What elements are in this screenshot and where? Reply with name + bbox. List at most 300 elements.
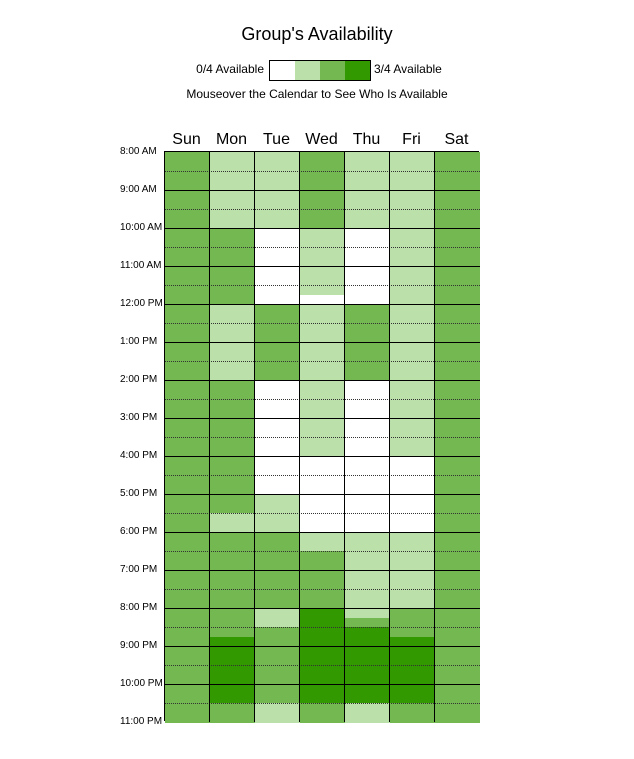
- time-slot-cell[interactable]: [345, 314, 390, 324]
- time-slot-cell[interactable]: [300, 238, 345, 248]
- time-slot-cell[interactable]: [255, 694, 300, 704]
- time-slot-cell[interactable]: [165, 314, 210, 324]
- time-slot-cell[interactable]: [345, 532, 390, 542]
- time-slot-cell[interactable]: [300, 627, 345, 637]
- time-slot-cell[interactable]: [210, 561, 255, 571]
- time-slot-cell[interactable]: [210, 599, 255, 609]
- time-slot-cell[interactable]: [300, 542, 345, 552]
- time-slot-cell[interactable]: [210, 295, 255, 305]
- time-slot-cell[interactable]: [300, 694, 345, 704]
- time-slot-cell[interactable]: [165, 276, 210, 286]
- time-slot-cell[interactable]: [255, 665, 300, 675]
- time-slot-cell[interactable]: [390, 228, 435, 238]
- time-slot-cell[interactable]: [300, 618, 345, 628]
- time-slot-cell[interactable]: [165, 152, 210, 162]
- time-slot-cell[interactable]: [390, 675, 435, 685]
- time-slot-cell[interactable]: [165, 513, 210, 523]
- time-slot-cell[interactable]: [390, 200, 435, 210]
- time-slot-cell[interactable]: [345, 608, 390, 618]
- time-slot-cell[interactable]: [345, 219, 390, 229]
- time-slot-cell[interactable]: [390, 437, 435, 447]
- time-slot-cell[interactable]: [390, 171, 435, 181]
- time-slot-cell[interactable]: [300, 494, 345, 504]
- time-slot-cell[interactable]: [165, 561, 210, 571]
- time-slot-cell[interactable]: [300, 342, 345, 352]
- time-slot-cell[interactable]: [435, 532, 480, 542]
- time-slot-cell[interactable]: [255, 257, 300, 267]
- time-slot-cell[interactable]: [345, 627, 390, 637]
- time-slot-cell[interactable]: [300, 561, 345, 571]
- time-slot-cell[interactable]: [345, 618, 390, 628]
- time-slot-cell[interactable]: [210, 428, 255, 438]
- time-slot-cell[interactable]: [435, 665, 480, 675]
- time-slot-cell[interactable]: [210, 162, 255, 172]
- time-slot-cell[interactable]: [255, 238, 300, 248]
- time-slot-cell[interactable]: [165, 684, 210, 694]
- time-slot-cell[interactable]: [345, 437, 390, 447]
- time-slot-cell[interactable]: [255, 314, 300, 324]
- time-slot-cell[interactable]: [255, 399, 300, 409]
- time-slot-cell[interactable]: [390, 352, 435, 362]
- time-slot-cell[interactable]: [435, 618, 480, 628]
- time-slot-cell[interactable]: [390, 162, 435, 172]
- time-slot-cell[interactable]: [435, 399, 480, 409]
- time-slot-cell[interactable]: [300, 409, 345, 419]
- time-slot-cell[interactable]: [390, 409, 435, 419]
- time-slot-cell[interactable]: [390, 323, 435, 333]
- time-slot-cell[interactable]: [210, 380, 255, 390]
- time-slot-cell[interactable]: [345, 361, 390, 371]
- time-slot-cell[interactable]: [390, 295, 435, 305]
- time-slot-cell[interactable]: [210, 494, 255, 504]
- time-slot-cell[interactable]: [345, 703, 390, 713]
- time-slot-cell[interactable]: [390, 342, 435, 352]
- time-slot-cell[interactable]: [255, 162, 300, 172]
- time-slot-cell[interactable]: [435, 342, 480, 352]
- time-slot-cell[interactable]: [255, 428, 300, 438]
- time-slot-cell[interactable]: [255, 475, 300, 485]
- time-slot-cell[interactable]: [255, 713, 300, 723]
- time-slot-cell[interactable]: [165, 418, 210, 428]
- time-slot-cell[interactable]: [300, 399, 345, 409]
- time-slot-cell[interactable]: [300, 608, 345, 618]
- time-slot-cell[interactable]: [210, 513, 255, 523]
- time-slot-cell[interactable]: [435, 266, 480, 276]
- time-slot-cell[interactable]: [210, 456, 255, 466]
- time-slot-cell[interactable]: [165, 399, 210, 409]
- time-slot-cell[interactable]: [390, 466, 435, 476]
- availability-calendar-grid[interactable]: [164, 151, 479, 721]
- time-slot-cell[interactable]: [345, 390, 390, 400]
- time-slot-cell[interactable]: [435, 181, 480, 191]
- time-slot-cell[interactable]: [165, 200, 210, 210]
- time-slot-cell[interactable]: [390, 599, 435, 609]
- time-slot-cell[interactable]: [435, 551, 480, 561]
- time-slot-cell[interactable]: [210, 333, 255, 343]
- time-slot-cell[interactable]: [390, 656, 435, 666]
- time-slot-cell[interactable]: [165, 171, 210, 181]
- time-slot-cell[interactable]: [390, 694, 435, 704]
- time-slot-cell[interactable]: [390, 713, 435, 723]
- time-slot-cell[interactable]: [165, 694, 210, 704]
- time-slot-cell[interactable]: [435, 428, 480, 438]
- time-slot-cell[interactable]: [345, 276, 390, 286]
- time-slot-cell[interactable]: [210, 447, 255, 457]
- time-slot-cell[interactable]: [345, 551, 390, 561]
- time-slot-cell[interactable]: [255, 219, 300, 229]
- time-slot-cell[interactable]: [435, 390, 480, 400]
- time-slot-cell[interactable]: [255, 561, 300, 571]
- time-slot-cell[interactable]: [165, 713, 210, 723]
- time-slot-cell[interactable]: [300, 656, 345, 666]
- time-slot-cell[interactable]: [165, 447, 210, 457]
- time-slot-cell[interactable]: [390, 665, 435, 675]
- time-slot-cell[interactable]: [345, 323, 390, 333]
- time-slot-cell[interactable]: [300, 637, 345, 647]
- time-slot-cell[interactable]: [210, 523, 255, 533]
- time-slot-cell[interactable]: [390, 152, 435, 162]
- time-slot-cell[interactable]: [300, 599, 345, 609]
- time-slot-cell[interactable]: [165, 304, 210, 314]
- time-slot-cell[interactable]: [435, 304, 480, 314]
- time-slot-cell[interactable]: [255, 371, 300, 381]
- time-slot-cell[interactable]: [345, 665, 390, 675]
- time-slot-cell[interactable]: [435, 380, 480, 390]
- time-slot-cell[interactable]: [345, 295, 390, 305]
- time-slot-cell[interactable]: [300, 352, 345, 362]
- time-slot-cell[interactable]: [255, 409, 300, 419]
- time-slot-cell[interactable]: [210, 542, 255, 552]
- time-slot-cell[interactable]: [255, 684, 300, 694]
- time-slot-cell[interactable]: [255, 390, 300, 400]
- time-slot-cell[interactable]: [435, 589, 480, 599]
- time-slot-cell[interactable]: [165, 247, 210, 257]
- time-slot-cell[interactable]: [210, 219, 255, 229]
- time-slot-cell[interactable]: [390, 513, 435, 523]
- time-slot-cell[interactable]: [345, 513, 390, 523]
- time-slot-cell[interactable]: [210, 418, 255, 428]
- time-slot-cell[interactable]: [255, 637, 300, 647]
- time-slot-cell[interactable]: [300, 551, 345, 561]
- time-slot-cell[interactable]: [255, 504, 300, 514]
- time-slot-cell[interactable]: [165, 352, 210, 362]
- time-slot-cell[interactable]: [255, 599, 300, 609]
- time-slot-cell[interactable]: [390, 456, 435, 466]
- time-slot-cell[interactable]: [390, 618, 435, 628]
- time-slot-cell[interactable]: [390, 542, 435, 552]
- time-slot-cell[interactable]: [165, 646, 210, 656]
- time-slot-cell[interactable]: [255, 361, 300, 371]
- time-slot-cell[interactable]: [390, 627, 435, 637]
- time-slot-cell[interactable]: [345, 456, 390, 466]
- time-slot-cell[interactable]: [300, 466, 345, 476]
- time-slot-cell[interactable]: [345, 228, 390, 238]
- time-slot-cell[interactable]: [435, 190, 480, 200]
- time-slot-cell[interactable]: [300, 532, 345, 542]
- time-slot-cell[interactable]: [390, 523, 435, 533]
- time-slot-cell[interactable]: [390, 238, 435, 248]
- time-slot-cell[interactable]: [300, 190, 345, 200]
- time-slot-cell[interactable]: [300, 390, 345, 400]
- time-slot-cell[interactable]: [435, 713, 480, 723]
- time-slot-cell[interactable]: [435, 513, 480, 523]
- time-slot-cell[interactable]: [210, 409, 255, 419]
- time-slot-cell[interactable]: [210, 703, 255, 713]
- time-slot-cell[interactable]: [390, 589, 435, 599]
- time-slot-cell[interactable]: [255, 656, 300, 666]
- time-slot-cell[interactable]: [210, 228, 255, 238]
- time-slot-cell[interactable]: [210, 390, 255, 400]
- time-slot-cell[interactable]: [345, 656, 390, 666]
- time-slot-cell[interactable]: [210, 190, 255, 200]
- time-slot-cell[interactable]: [390, 380, 435, 390]
- time-slot-cell[interactable]: [390, 580, 435, 590]
- time-slot-cell[interactable]: [345, 580, 390, 590]
- time-slot-cell[interactable]: [300, 475, 345, 485]
- time-slot-cell[interactable]: [210, 323, 255, 333]
- time-slot-cell[interactable]: [300, 219, 345, 229]
- time-slot-cell[interactable]: [390, 447, 435, 457]
- time-slot-cell[interactable]: [210, 352, 255, 362]
- time-slot-cell[interactable]: [435, 580, 480, 590]
- time-slot-cell[interactable]: [300, 513, 345, 523]
- time-slot-cell[interactable]: [435, 209, 480, 219]
- time-slot-cell[interactable]: [210, 580, 255, 590]
- time-slot-cell[interactable]: [255, 209, 300, 219]
- time-slot-cell[interactable]: [255, 627, 300, 637]
- time-slot-cell[interactable]: [345, 257, 390, 267]
- time-slot-cell[interactable]: [390, 399, 435, 409]
- time-slot-cell[interactable]: [255, 228, 300, 238]
- time-slot-cell[interactable]: [210, 646, 255, 656]
- time-slot-cell[interactable]: [435, 200, 480, 210]
- time-slot-cell[interactable]: [210, 627, 255, 637]
- time-slot-cell[interactable]: [345, 466, 390, 476]
- time-slot-cell[interactable]: [210, 152, 255, 162]
- time-slot-cell[interactable]: [210, 247, 255, 257]
- time-slot-cell[interactable]: [390, 532, 435, 542]
- time-slot-cell[interactable]: [435, 599, 480, 609]
- time-slot-cell[interactable]: [255, 295, 300, 305]
- time-slot-cell[interactable]: [165, 437, 210, 447]
- time-slot-cell[interactable]: [435, 542, 480, 552]
- time-slot-cell[interactable]: [390, 333, 435, 343]
- time-slot-cell[interactable]: [300, 703, 345, 713]
- time-slot-cell[interactable]: [210, 675, 255, 685]
- time-slot-cell[interactable]: [345, 523, 390, 533]
- time-slot-cell[interactable]: [255, 542, 300, 552]
- time-slot-cell[interactable]: [435, 523, 480, 533]
- time-slot-cell[interactable]: [165, 238, 210, 248]
- time-slot-cell[interactable]: [255, 380, 300, 390]
- time-slot-cell[interactable]: [165, 599, 210, 609]
- time-slot-cell[interactable]: [390, 494, 435, 504]
- time-slot-cell[interactable]: [210, 608, 255, 618]
- time-slot-cell[interactable]: [210, 684, 255, 694]
- time-slot-cell[interactable]: [210, 399, 255, 409]
- time-slot-cell[interactable]: [300, 257, 345, 267]
- time-slot-cell[interactable]: [255, 266, 300, 276]
- time-slot-cell[interactable]: [300, 162, 345, 172]
- time-slot-cell[interactable]: [165, 228, 210, 238]
- time-slot-cell[interactable]: [345, 589, 390, 599]
- time-slot-cell[interactable]: [210, 209, 255, 219]
- time-slot-cell[interactable]: [300, 314, 345, 324]
- time-slot-cell[interactable]: [435, 447, 480, 457]
- time-slot-cell[interactable]: [390, 475, 435, 485]
- time-slot-cell[interactable]: [165, 523, 210, 533]
- time-slot-cell[interactable]: [435, 257, 480, 267]
- time-slot-cell[interactable]: [300, 713, 345, 723]
- time-slot-cell[interactable]: [345, 418, 390, 428]
- time-slot-cell[interactable]: [435, 219, 480, 229]
- time-slot-cell[interactable]: [345, 542, 390, 552]
- time-slot-cell[interactable]: [165, 285, 210, 295]
- time-slot-cell[interactable]: [435, 323, 480, 333]
- time-slot-cell[interactable]: [300, 523, 345, 533]
- time-slot-cell[interactable]: [300, 276, 345, 286]
- time-slot-cell[interactable]: [435, 371, 480, 381]
- time-slot-cell[interactable]: [210, 181, 255, 191]
- time-slot-cell[interactable]: [255, 494, 300, 504]
- time-slot-cell[interactable]: [345, 352, 390, 362]
- time-slot-cell[interactable]: [165, 390, 210, 400]
- time-slot-cell[interactable]: [390, 428, 435, 438]
- time-slot-cell[interactable]: [165, 580, 210, 590]
- time-slot-cell[interactable]: [435, 703, 480, 713]
- time-slot-cell[interactable]: [345, 285, 390, 295]
- time-slot-cell[interactable]: [165, 656, 210, 666]
- time-slot-cell[interactable]: [255, 352, 300, 362]
- time-slot-cell[interactable]: [165, 570, 210, 580]
- time-slot-cell[interactable]: [165, 428, 210, 438]
- time-slot-cell[interactable]: [255, 447, 300, 457]
- time-slot-cell[interactable]: [210, 618, 255, 628]
- time-slot-cell[interactable]: [165, 485, 210, 495]
- time-slot-cell[interactable]: [165, 504, 210, 514]
- time-slot-cell[interactable]: [435, 608, 480, 618]
- time-slot-cell[interactable]: [210, 314, 255, 324]
- time-slot-cell[interactable]: [435, 504, 480, 514]
- time-slot-cell[interactable]: [390, 314, 435, 324]
- time-slot-cell[interactable]: [210, 589, 255, 599]
- time-slot-cell[interactable]: [210, 551, 255, 561]
- time-slot-cell[interactable]: [255, 190, 300, 200]
- time-slot-cell[interactable]: [210, 342, 255, 352]
- time-slot-cell[interactable]: [300, 371, 345, 381]
- time-slot-cell[interactable]: [345, 342, 390, 352]
- time-slot-cell[interactable]: [390, 219, 435, 229]
- time-slot-cell[interactable]: [255, 532, 300, 542]
- time-slot-cell[interactable]: [345, 304, 390, 314]
- time-slot-cell[interactable]: [255, 570, 300, 580]
- time-slot-cell[interactable]: [300, 380, 345, 390]
- time-slot-cell[interactable]: [210, 257, 255, 267]
- time-slot-cell[interactable]: [300, 171, 345, 181]
- time-slot-cell[interactable]: [300, 266, 345, 276]
- time-slot-cell[interactable]: [210, 466, 255, 476]
- time-slot-cell[interactable]: [345, 152, 390, 162]
- time-slot-cell[interactable]: [345, 570, 390, 580]
- time-slot-cell[interactable]: [165, 475, 210, 485]
- time-slot-cell[interactable]: [210, 475, 255, 485]
- time-slot-cell[interactable]: [300, 428, 345, 438]
- time-slot-cell[interactable]: [390, 551, 435, 561]
- time-slot-cell[interactable]: [255, 618, 300, 628]
- time-slot-cell[interactable]: [210, 504, 255, 514]
- time-slot-cell[interactable]: [435, 466, 480, 476]
- time-slot-cell[interactable]: [345, 561, 390, 571]
- time-slot-cell[interactable]: [345, 646, 390, 656]
- time-slot-cell[interactable]: [390, 371, 435, 381]
- time-slot-cell[interactable]: [345, 713, 390, 723]
- time-slot-cell[interactable]: [210, 304, 255, 314]
- time-slot-cell[interactable]: [435, 456, 480, 466]
- time-slot-cell[interactable]: [390, 257, 435, 267]
- time-slot-cell[interactable]: [165, 589, 210, 599]
- time-slot-cell[interactable]: [435, 228, 480, 238]
- time-slot-cell[interactable]: [345, 171, 390, 181]
- time-slot-cell[interactable]: [435, 361, 480, 371]
- time-slot-cell[interactable]: [345, 399, 390, 409]
- time-slot-cell[interactable]: [255, 589, 300, 599]
- time-slot-cell[interactable]: [345, 409, 390, 419]
- time-slot-cell[interactable]: [255, 675, 300, 685]
- time-slot-cell[interactable]: [210, 361, 255, 371]
- time-slot-cell[interactable]: [165, 637, 210, 647]
- time-slot-cell[interactable]: [435, 409, 480, 419]
- time-slot-cell[interactable]: [165, 665, 210, 675]
- time-slot-cell[interactable]: [165, 162, 210, 172]
- time-slot-cell[interactable]: [390, 637, 435, 647]
- time-slot-cell[interactable]: [165, 466, 210, 476]
- time-slot-cell[interactable]: [435, 637, 480, 647]
- time-slot-cell[interactable]: [165, 551, 210, 561]
- time-slot-cell[interactable]: [390, 247, 435, 257]
- time-slot-cell[interactable]: [390, 209, 435, 219]
- time-slot-cell[interactable]: [345, 333, 390, 343]
- time-slot-cell[interactable]: [165, 209, 210, 219]
- time-slot-cell[interactable]: [435, 171, 480, 181]
- time-slot-cell[interactable]: [255, 418, 300, 428]
- time-slot-cell[interactable]: [255, 200, 300, 210]
- time-slot-cell[interactable]: [165, 456, 210, 466]
- time-slot-cell[interactable]: [345, 637, 390, 647]
- time-slot-cell[interactable]: [165, 266, 210, 276]
- time-slot-cell[interactable]: [345, 694, 390, 704]
- time-slot-cell[interactable]: [255, 456, 300, 466]
- time-slot-cell[interactable]: [435, 314, 480, 324]
- time-slot-cell[interactable]: [435, 646, 480, 656]
- time-slot-cell[interactable]: [435, 238, 480, 248]
- time-slot-cell[interactable]: [435, 276, 480, 286]
- time-slot-cell[interactable]: [390, 361, 435, 371]
- time-slot-cell[interactable]: [300, 580, 345, 590]
- time-slot-cell[interactable]: [165, 371, 210, 381]
- time-slot-cell[interactable]: [165, 190, 210, 200]
- time-slot-cell[interactable]: [165, 532, 210, 542]
- time-slot-cell[interactable]: [255, 551, 300, 561]
- time-slot-cell[interactable]: [390, 504, 435, 514]
- time-slot-cell[interactable]: [300, 570, 345, 580]
- time-slot-cell[interactable]: [345, 380, 390, 390]
- time-slot-cell[interactable]: [255, 466, 300, 476]
- time-slot-cell[interactable]: [165, 257, 210, 267]
- time-slot-cell[interactable]: [210, 171, 255, 181]
- time-slot-cell[interactable]: [435, 694, 480, 704]
- time-slot-cell[interactable]: [435, 333, 480, 343]
- time-slot-cell[interactable]: [390, 561, 435, 571]
